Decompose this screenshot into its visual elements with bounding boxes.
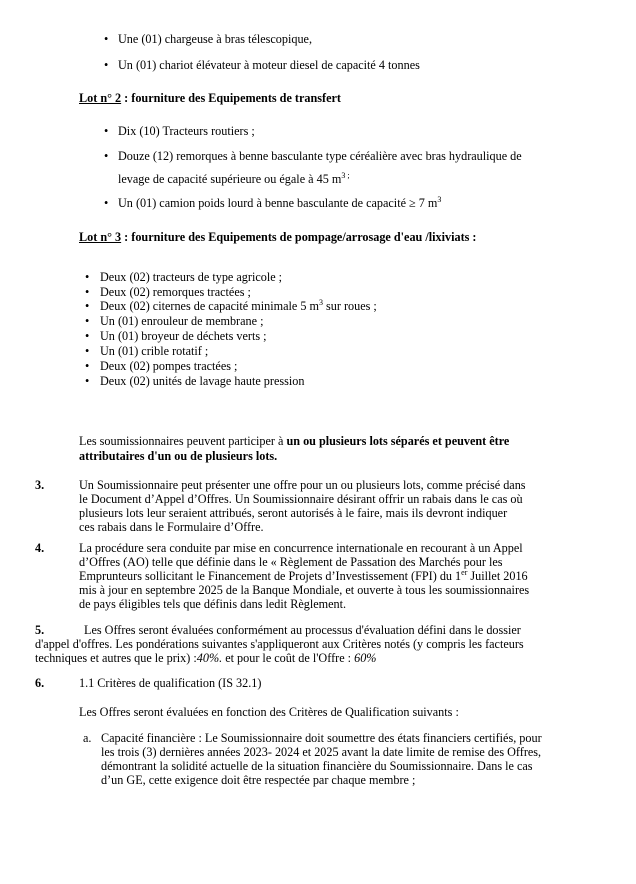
p4-line: La procédure sera conduite par mise en concurrence internationale en recourant à un Appel <box>79 541 523 555</box>
p4-line: de pays éligibles tels que définis dans ledit Règlement. <box>79 597 347 611</box>
list-item-continuation: levage de capacité supérieure ou égale à 45 $m^3$ ; <box>118 170 350 186</box>
lot3-title: : fourniture des Equipements de pompage/arrosage d'eau /lixiviats : <box>121 230 477 244</box>
p3-line: le Document d’Appel d’Offres. Un Soumissionnaire désirant offrir un rabais dans le cas où <box>79 492 523 506</box>
list-item: • Un (01) broyeur de déchets verts ; <box>100 329 267 343</box>
lot3-label: Lot n° 3 <box>79 230 122 244</box>
p5-line: d'appel d'offres. Les pondérations suivantes s'appliqueront aux Critères notés (y compris les facteurs <box>35 637 524 651</box>
list-item: • Un (01) crible rotatif ; <box>100 344 208 358</box>
paragraph-number: 3. <box>35 478 45 492</box>
list-item: • Dix (10) Tracteurs routiers ; <box>118 124 255 138</box>
item-a-line: d’un GE, cette exigence doit être respectée par chaque membre ; <box>101 773 416 787</box>
list-item: • Un (01) camion poids lourd à benne basculante de capacité ≥ 7 $m^3$ <box>118 196 441 210</box>
p5-line: techniques et autres que le prix) :40%. et pour le coût de l'Offre : 60% <box>35 651 377 665</box>
item-a-line: démontrant la solidité actuelle de la situation financière du Soumissionnaire. Dans le cas <box>101 759 533 773</box>
p5-line: Les Offres seront évaluées conformément au processus d'évaluation défini dans le dossier <box>84 623 521 637</box>
list-item: • Deux (02) citernes de capacité minimale 5 $m^3$ sur roues ; <box>100 299 377 313</box>
p4-line: Emprunteurs sollicitant le Financement de Projets d’Investissement (FPI) du 1er Juillet 2016 <box>79 567 528 583</box>
list-item: • Un (01) enrouleur de membrane ; <box>100 314 263 328</box>
p4-line: mis à jour en septembre 2025 de la Banque Mondiale, et ouverte à tous les soumissionnaires <box>79 583 530 597</box>
lots-note-line2: attributaires d'un ou de plusieurs lots. <box>79 449 278 463</box>
paragraph-number: 6. <box>35 676 45 690</box>
p6-intro: Les Offres seront évaluées en fonction des Critères de Qualification suivants : <box>79 705 459 719</box>
list-item: • Un (01) chariot élévateur à moteur diesel de capacité 4 tonnes <box>118 58 420 72</box>
item-a-line: Capacité financière : Le Soumissionnaire doit soumettre des états financiers certifiés, pour <box>101 731 542 745</box>
list-item: • Deux (02) pompes tractées ; <box>100 359 237 373</box>
lot2-heading <box>79 91 341 105</box>
item-a-label: a. <box>83 731 92 745</box>
p3-line: ces rabais dans le Formulaire d’Offre. <box>79 520 264 534</box>
lot3-heading <box>79 230 477 244</box>
lots-note: Les soumissionnaires peuvent participer à un ou plusieurs lots séparés et peuvent être <box>79 434 510 448</box>
p4-line: d’Offres (AO) telle que définie dans le « Règlement de Passation des Marchés pour les <box>79 555 503 569</box>
list-item: • Deux (02) unités de lavage haute pression <box>100 374 304 388</box>
lot2-title: : fourniture des Equipements de transfert <box>121 91 341 105</box>
p3-line: plusieurs lots leur seraient attribués, seront autorisés à le faire, mais ils devront indiquer <box>79 506 508 520</box>
paragraph-number: 4. <box>35 541 45 555</box>
list-item: • Deux (02) tracteurs de type agricole ; <box>100 270 282 284</box>
p6-heading: 1.1 Critères de qualification (IS 32.1) <box>79 676 262 690</box>
list-item: • Une (01) chargeuse à bras télescopique, <box>118 32 312 46</box>
list-item: • Douze (12) remorques à benne basculante type céréalière avec bras hydraulique de <box>118 149 522 163</box>
lot2-label: Lot n° 2 <box>79 91 122 105</box>
paragraph-number: 5. <box>35 623 45 637</box>
item-a-line: les trois (3) dernières années 2023- 2024 et 2025 avant la date limite de remise des Offres, <box>101 745 542 759</box>
list-item: • Deux (02) remorques tractées ; <box>100 285 251 299</box>
p3-line: Un Soumissionnaire peut présenter une offre pour un ou plusieurs lots, comme précisé dans <box>79 478 526 492</box>
